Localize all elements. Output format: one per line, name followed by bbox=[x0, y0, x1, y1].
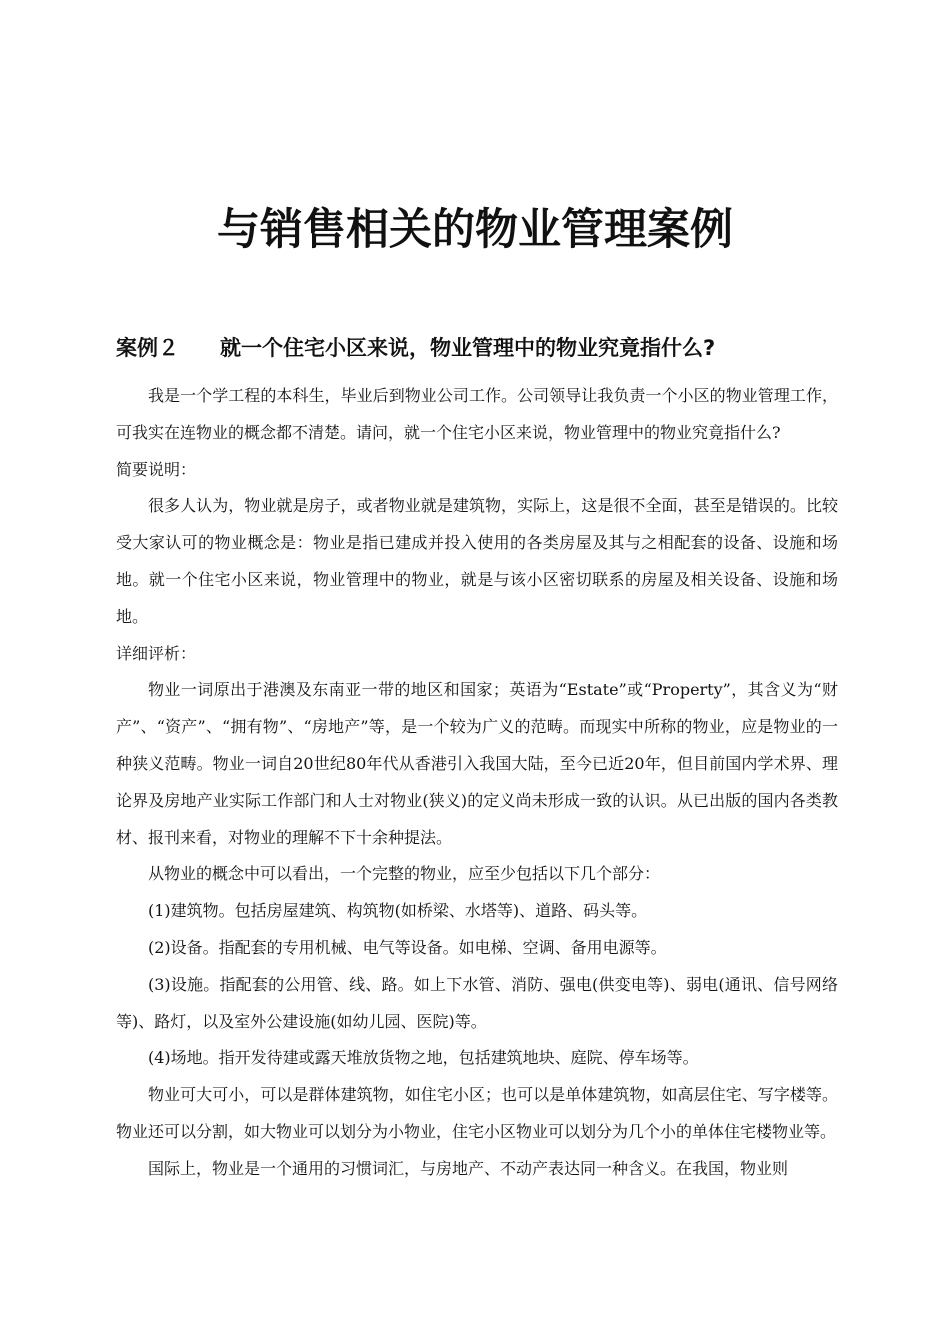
paragraph-scale: 物业可大可小，可以是群体建筑物，如住宅小区；也可以是单体建筑物，如高层住宅、写字楼等。物业还可以分割，如大物业可以划分为小物业，住宅小区物业可以划分为几个小的单体住宅楼物业等。 bbox=[116, 1085, 838, 1141]
section-label-analysis: 详细评析： bbox=[116, 643, 197, 663]
list-item-sites: (4)场地。指开发待建或露天堆放货物之地，包括建筑地块、庭院、停车场等。 bbox=[148, 1048, 699, 1068]
paragraph-analysis: 物业一词原出于港澳及东南亚一带的地区和国家；英语为“Estate”或“Property”，其含义为“财产”、“资产”、“拥有物”、“房地产”等，是一个较为广义的范畴。而现实中所称的物业，应是物业的一种狭义范畴。物业一词自20世纪80年代从香港引入我国大陆，至今已近20年，但目前国内学术界、理论界及房地产业实际工作部门和人士对物业(狭义)的定义尚未形成一致的认识。从已出版的国内各类教材、报刊来看，对物业的理解不下十余种提法。 bbox=[116, 680, 838, 847]
document-title: 与销售相关的物业管理案例 bbox=[217, 205, 733, 255]
list-item-equipment: (2)设备。指配套的专用机械、电气等设备。如电梯、空调、备用电源等。 bbox=[148, 937, 667, 957]
case-heading bbox=[116, 332, 715, 362]
paragraph-question: 我是一个学工程的本科生，毕业后到物业公司工作。公司领导让我负责一个小区的物业管理工作，可我实在连物业的概念都不清楚。请问，就一个住宅小区来说，物业管理中的物业究竟指什么? bbox=[116, 386, 838, 442]
list-item-buildings: (1)建筑物。包括房屋建筑、构筑物(如桥梁、水塔等)、道路、码头等。 bbox=[148, 901, 648, 921]
document-body bbox=[116, 378, 838, 1188]
section-label-summary: 简要说明： bbox=[116, 459, 197, 479]
paragraph-components-intro: 从物业的概念中可以看出，一个完整的物业，应至少包括以下几个部分： bbox=[148, 864, 661, 884]
paragraph-summary: 很多人认为，物业就是房子，或者物业就是建筑物，实际上，这是很不全面，甚至是错误的。比较受大家认可的物业概念是：物业是指已建成并投入使用的各类房屋及其与之相配套的设备、设施和场地。就一个住宅小区来说，物业管理中的物业，就是与该小区密切联系的房屋及相关设备、设施和场地。 bbox=[116, 496, 838, 626]
list-item-facilities: (3)设施。指配套的公用管、线、路。如上下水管、消防、强电(供变电等)、弱电(通讯、信号网络等)、路灯，以及室外公建设施(如幼儿园、医院)等。 bbox=[116, 974, 838, 1031]
case-question: 就一个住宅小区来说，物业管理中的物业究竟指什么? bbox=[220, 336, 716, 360]
paragraph-international: 国际上，物业是一个通用的习惯词汇，与房地产、不动产表达同一种含义。在我国，物业则 bbox=[148, 1158, 789, 1178]
case-number: 案例２ bbox=[116, 336, 179, 360]
